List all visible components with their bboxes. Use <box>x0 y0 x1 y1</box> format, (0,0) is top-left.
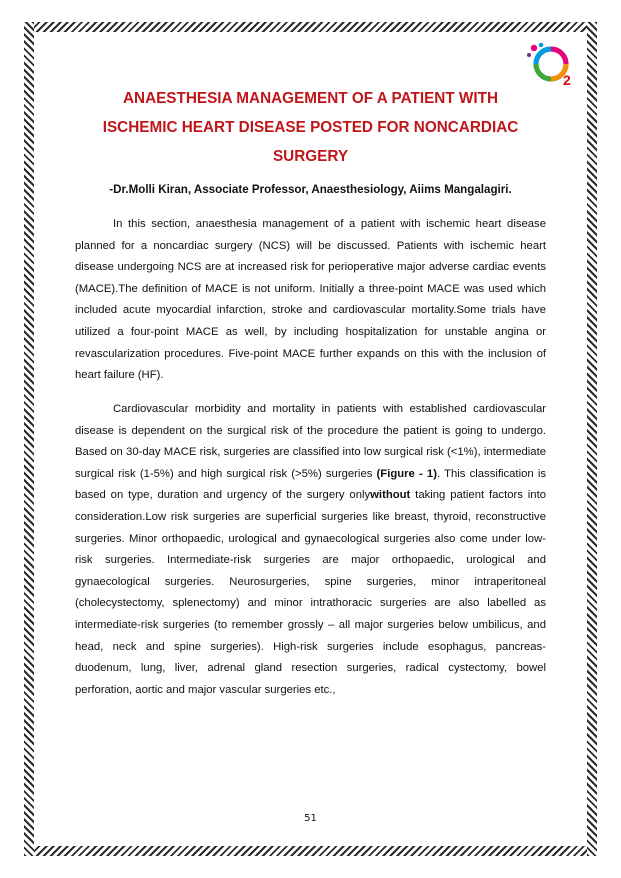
page-title <box>60 84 561 171</box>
paragraph2-text-b: . This classification is based on type, duration and urgency of the surgery only <box>75 467 546 502</box>
page-border-right <box>587 22 597 856</box>
svg-text:2: 2 <box>563 72 571 88</box>
title-line-3: SURGERY <box>272 148 349 165</box>
page-border-bottom <box>24 846 597 856</box>
page-border-top <box>24 22 597 32</box>
emphasis-word: without <box>370 489 411 502</box>
body-paragraph-1: In this section, anaesthesia management of a patient with ischemic heart disease planned for a noncardiac surgery (NCS) will be discussed. Patients with ischemic heart disease undergoing NCS are at increased risk for perioperative major adverse cardiac events (MACE).The definition of MACE is not uniform. Initially a three-point MACE was used which included acute myocardial infarction, stroke and cardiovascular mortality.Some trials have utilized a four-point MACE as well, by including hospitalization for unstable angina or revascularization procedures. Five-point MACE further expands on this with the inclusion of heart failure (HF). <box>75 218 546 382</box>
title-line-1: ANAESTHESIA MANAGEMENT OF A PATIENT WITH <box>122 90 499 107</box>
paragraph2-text-a: Cardiovascular morbidity and mortality in patients with established cardiovascular disease is dependent on the surgical risk of the procedure the patient is going to undergo. Based on 30-day MACE risk, surgeries are classified into low surgical risk (<1%), intermediate surgical risk (1-5%) and high surgical risk (>5%) surgeries <box>75 403 546 480</box>
page-border-left <box>24 22 34 856</box>
figure-reference: (Figure - 1) <box>376 467 437 480</box>
body-paragraph-2 <box>75 399 546 701</box>
page-number: 51 <box>304 813 317 824</box>
author-line: -Dr.Molli Kiran, Associate Professor, Anaesthesiology, Aiims Mangalagiri. <box>109 183 512 196</box>
o2-logo-icon <box>524 40 578 88</box>
paragraph2-text-c: taking patient factors into consideration.Low risk surgeries are superficial surgeries like breast, thyroid, reconstructive surgeries. Minor orthopaedic, urological and gynaecological surgeries also come under low-risk surgeries. Intermediate-risk surgeries are major orthopaedic, urological and gynaecological surgeries. Neurosurgeries, spine surgeries, minor intraperitoneal (cholecystectomy, splenectomy) and minor intrathoracic surgeries are also labelled as intermediate-risk surgeries (to remember grossly – all major surgeries below umbilicus, and head, neck and spine surgeries). High-risk surgeries include esophagus, pancreas-duodenum, lung, liver, adrenal gland resection surgeries, radical cystectomy, bowel perforation, aortic and major vascular surgeries etc., <box>75 489 546 696</box>
title-line-2: ISCHEMIC HEART DISEASE POSTED FOR NONCARDIAC <box>102 119 519 136</box>
